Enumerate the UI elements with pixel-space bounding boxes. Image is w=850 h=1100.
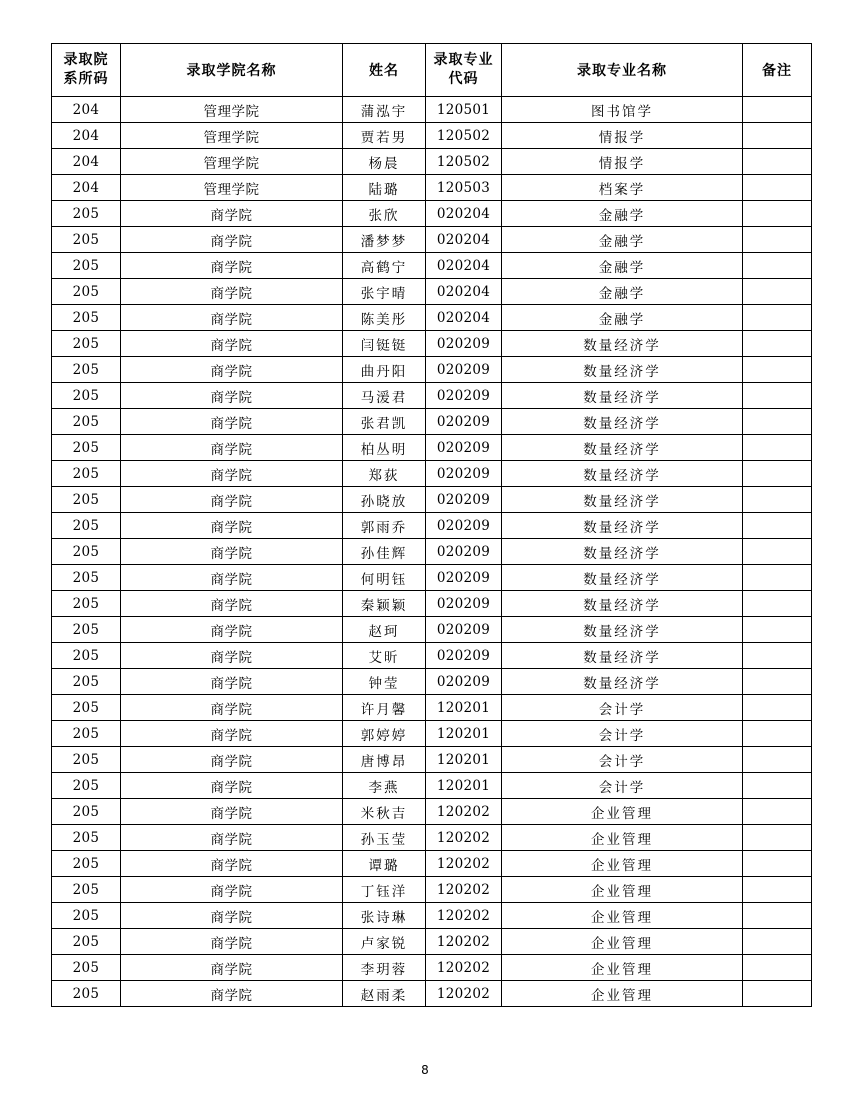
major-code-cell: 020209 <box>426 435 502 461</box>
major-name-cell: 企业管理 <box>502 825 743 851</box>
dept-code-cell: 204 <box>52 123 121 149</box>
dept-name-cell: 商学院 <box>121 617 343 643</box>
major-code-cell: 020209 <box>426 357 502 383</box>
student-name-cell: 郭雨乔 <box>343 513 426 539</box>
table-row <box>52 149 812 175</box>
remarks-cell <box>743 591 812 617</box>
dept-code-cell: 205 <box>52 461 121 487</box>
major-code-cell: 020204 <box>426 253 502 279</box>
header-major-code-line2: 代码 <box>448 71 479 87</box>
dept-name-cell: 商学院 <box>121 435 343 461</box>
major-code-cell: 120201 <box>426 695 502 721</box>
dept-code-cell: 205 <box>52 981 121 1007</box>
dept-code-cell: 205 <box>52 201 121 227</box>
major-name-cell: 金融学 <box>502 227 743 253</box>
dept-name-cell: 商学院 <box>121 981 343 1007</box>
header-dept-name: 录取学院名称 <box>121 44 343 97</box>
dept-name-cell: 商学院 <box>121 409 343 435</box>
dept-code-cell: 205 <box>52 669 121 695</box>
table-row <box>52 513 812 539</box>
dept-code-cell: 205 <box>52 825 121 851</box>
major-code-cell: 120202 <box>426 929 502 955</box>
student-name-cell: 高鹤宁 <box>343 253 426 279</box>
remarks-cell <box>743 955 812 981</box>
dept-name-cell: 商学院 <box>121 357 343 383</box>
student-name-cell: 张宇晴 <box>343 279 426 305</box>
dept-name-cell: 商学院 <box>121 695 343 721</box>
major-code-cell: 120503 <box>426 175 502 201</box>
major-name-cell: 情报学 <box>502 149 743 175</box>
dept-code-cell: 205 <box>52 929 121 955</box>
dept-code-cell: 205 <box>52 799 121 825</box>
dept-name-cell: 商学院 <box>121 253 343 279</box>
major-name-cell: 企业管理 <box>502 903 743 929</box>
major-name-cell: 档案学 <box>502 175 743 201</box>
major-name-cell: 数量经济学 <box>502 487 743 513</box>
major-code-cell: 020204 <box>426 305 502 331</box>
remarks-cell <box>743 253 812 279</box>
student-name-cell: 丁钰洋 <box>343 877 426 903</box>
student-name-cell: 赵雨柔 <box>343 981 426 1007</box>
major-code-cell: 020209 <box>426 539 502 565</box>
student-name-cell: 秦颖颖 <box>343 591 426 617</box>
dept-name-cell: 管理学院 <box>121 175 343 201</box>
dept-name-cell: 商学院 <box>121 955 343 981</box>
major-code-cell: 020209 <box>426 513 502 539</box>
major-code-cell: 020209 <box>426 643 502 669</box>
major-name-cell: 数量经济学 <box>502 513 743 539</box>
dept-code-cell: 205 <box>52 591 121 617</box>
remarks-cell <box>743 643 812 669</box>
student-name-cell: 曲丹阳 <box>343 357 426 383</box>
remarks-cell <box>743 773 812 799</box>
table-row <box>52 253 812 279</box>
page-number: 8 <box>421 1063 429 1077</box>
student-name-cell: 郭婷婷 <box>343 721 426 747</box>
dept-name-cell: 商学院 <box>121 851 343 877</box>
remarks-cell <box>743 513 812 539</box>
major-name-cell: 会计学 <box>502 747 743 773</box>
major-name-cell: 图书馆学 <box>502 97 743 123</box>
dept-name-cell: 商学院 <box>121 331 343 357</box>
student-name-cell: 孙佳辉 <box>343 539 426 565</box>
major-code-cell: 020209 <box>426 331 502 357</box>
dept-name-cell: 商学院 <box>121 487 343 513</box>
student-name-cell: 赵珂 <box>343 617 426 643</box>
major-name-cell: 数量经济学 <box>502 435 743 461</box>
major-name-cell: 企业管理 <box>502 981 743 1007</box>
student-name-cell: 杨晨 <box>343 149 426 175</box>
student-name-cell: 谭璐 <box>343 851 426 877</box>
dept-code-cell: 205 <box>52 383 121 409</box>
dept-name-cell: 商学院 <box>121 461 343 487</box>
dept-code-cell: 205 <box>52 851 121 877</box>
dept-name-cell: 商学院 <box>121 825 343 851</box>
student-name-cell: 艾昕 <box>343 643 426 669</box>
student-name-cell: 米秋吉 <box>343 799 426 825</box>
student-name-cell: 陆璐 <box>343 175 426 201</box>
table-row <box>52 955 812 981</box>
remarks-cell <box>743 695 812 721</box>
dept-name-cell: 商学院 <box>121 669 343 695</box>
student-name-cell: 张欣 <box>343 201 426 227</box>
dept-code-cell: 205 <box>52 955 121 981</box>
student-name-cell: 闫铤铤 <box>343 331 426 357</box>
remarks-cell <box>743 617 812 643</box>
major-name-cell: 数量经济学 <box>502 331 743 357</box>
remarks-cell <box>743 305 812 331</box>
major-code-cell: 120201 <box>426 773 502 799</box>
dept-code-cell: 205 <box>52 487 121 513</box>
major-name-cell: 数量经济学 <box>502 617 743 643</box>
table-row <box>52 695 812 721</box>
remarks-cell <box>743 669 812 695</box>
dept-name-cell: 商学院 <box>121 747 343 773</box>
remarks-cell <box>743 539 812 565</box>
dept-code-cell: 205 <box>52 305 121 331</box>
remarks-cell <box>743 227 812 253</box>
dept-name-cell: 管理学院 <box>121 123 343 149</box>
dept-code-cell: 205 <box>52 513 121 539</box>
major-code-cell: 020209 <box>426 591 502 617</box>
table-row <box>52 279 812 305</box>
dept-name-cell: 商学院 <box>121 279 343 305</box>
major-name-cell: 数量经济学 <box>502 643 743 669</box>
dept-name-cell: 商学院 <box>121 643 343 669</box>
student-name-cell: 卢家锐 <box>343 929 426 955</box>
dept-name-cell: 商学院 <box>121 305 343 331</box>
table-row <box>52 409 812 435</box>
dept-code-cell: 205 <box>52 279 121 305</box>
remarks-cell <box>743 799 812 825</box>
major-code-cell: 020204 <box>426 279 502 305</box>
dept-name-cell: 商学院 <box>121 227 343 253</box>
major-name-cell: 企业管理 <box>502 955 743 981</box>
admission-table <box>51 43 812 1007</box>
table-row <box>52 643 812 669</box>
student-name-cell: 何明钰 <box>343 565 426 591</box>
table-row <box>52 435 812 461</box>
table-row <box>52 721 812 747</box>
dept-name-cell: 商学院 <box>121 539 343 565</box>
dept-name-cell: 商学院 <box>121 721 343 747</box>
dept-code-cell: 205 <box>52 695 121 721</box>
major-name-cell: 数量经济学 <box>502 357 743 383</box>
table-row <box>52 773 812 799</box>
remarks-cell <box>743 565 812 591</box>
major-name-cell: 会计学 <box>502 695 743 721</box>
table-row <box>52 981 812 1007</box>
table-row <box>52 877 812 903</box>
student-name-cell: 钟莹 <box>343 669 426 695</box>
student-name-cell: 郑荻 <box>343 461 426 487</box>
student-name-cell: 马湲君 <box>343 383 426 409</box>
major-code-cell: 120202 <box>426 903 502 929</box>
dept-code-cell: 205 <box>52 409 121 435</box>
major-name-cell: 金融学 <box>502 279 743 305</box>
dept-name-cell: 商学院 <box>121 929 343 955</box>
dept-code-cell: 205 <box>52 565 121 591</box>
major-code-cell: 120502 <box>426 149 502 175</box>
major-name-cell: 数量经济学 <box>502 669 743 695</box>
major-code-cell: 120202 <box>426 851 502 877</box>
dept-code-cell: 204 <box>52 175 121 201</box>
header-dept-code <box>52 44 121 97</box>
dept-code-cell: 205 <box>52 643 121 669</box>
dept-name-cell: 商学院 <box>121 799 343 825</box>
major-name-cell: 企业管理 <box>502 851 743 877</box>
student-name-cell: 张君凯 <box>343 409 426 435</box>
student-name-cell: 张诗琳 <box>343 903 426 929</box>
major-code-cell: 020209 <box>426 669 502 695</box>
major-name-cell: 数量经济学 <box>502 565 743 591</box>
table-row <box>52 175 812 201</box>
remarks-cell <box>743 877 812 903</box>
dept-name-cell: 商学院 <box>121 903 343 929</box>
major-name-cell: 会计学 <box>502 773 743 799</box>
major-code-cell: 120201 <box>426 747 502 773</box>
major-name-cell: 数量经济学 <box>502 461 743 487</box>
dept-name-cell: 商学院 <box>121 201 343 227</box>
table-body <box>52 97 812 1007</box>
dept-code-cell: 205 <box>52 721 121 747</box>
table-row <box>52 383 812 409</box>
dept-name-cell: 管理学院 <box>121 149 343 175</box>
table-row <box>52 201 812 227</box>
dept-code-cell: 205 <box>52 435 121 461</box>
table-row <box>52 851 812 877</box>
major-name-cell: 数量经济学 <box>502 383 743 409</box>
major-name-cell: 企业管理 <box>502 799 743 825</box>
remarks-cell <box>743 721 812 747</box>
header-major-code <box>426 44 502 97</box>
dept-name-cell: 管理学院 <box>121 97 343 123</box>
dept-name-cell: 商学院 <box>121 513 343 539</box>
major-code-cell: 020209 <box>426 383 502 409</box>
major-code-cell: 120501 <box>426 97 502 123</box>
dept-name-cell: 商学院 <box>121 383 343 409</box>
dept-code-cell: 205 <box>52 773 121 799</box>
table-row <box>52 487 812 513</box>
table-row <box>52 461 812 487</box>
major-name-cell: 企业管理 <box>502 929 743 955</box>
table-row <box>52 123 812 149</box>
table-row <box>52 617 812 643</box>
header-major-name: 录取专业名称 <box>502 44 743 97</box>
table-row <box>52 591 812 617</box>
student-name-cell: 潘梦梦 <box>343 227 426 253</box>
major-code-cell: 020209 <box>426 461 502 487</box>
table-row <box>52 799 812 825</box>
table-row <box>52 305 812 331</box>
major-code-cell: 020209 <box>426 565 502 591</box>
major-name-cell: 情报学 <box>502 123 743 149</box>
dept-code-cell: 204 <box>52 97 121 123</box>
dept-name-cell: 商学院 <box>121 591 343 617</box>
dept-code-cell: 205 <box>52 253 121 279</box>
header-dept-code-line2: 系所码 <box>63 71 109 87</box>
table-row <box>52 97 812 123</box>
student-name-cell: 李燕 <box>343 773 426 799</box>
remarks-cell <box>743 435 812 461</box>
major-code-cell: 020204 <box>426 201 502 227</box>
dept-code-cell: 205 <box>52 747 121 773</box>
table-row <box>52 331 812 357</box>
major-name-cell: 数量经济学 <box>502 539 743 565</box>
major-code-cell: 120202 <box>426 955 502 981</box>
table-row <box>52 903 812 929</box>
table-row <box>52 539 812 565</box>
dept-code-cell: 205 <box>52 877 121 903</box>
dept-code-cell: 205 <box>52 227 121 253</box>
remarks-cell <box>743 331 812 357</box>
major-name-cell: 数量经济学 <box>502 409 743 435</box>
remarks-cell <box>743 487 812 513</box>
header-remarks: 备注 <box>743 44 812 97</box>
major-name-cell: 金融学 <box>502 305 743 331</box>
student-name-cell: 孙晓放 <box>343 487 426 513</box>
table-row <box>52 747 812 773</box>
major-code-cell: 120202 <box>426 981 502 1007</box>
table-row <box>52 929 812 955</box>
remarks-cell <box>743 825 812 851</box>
major-name-cell: 数量经济学 <box>502 591 743 617</box>
student-name-cell: 柏丛明 <box>343 435 426 461</box>
header-dept-code-line1: 录取院 <box>63 52 109 68</box>
student-name-cell: 李玥蓉 <box>343 955 426 981</box>
table-header <box>52 44 812 97</box>
major-code-cell: 020209 <box>426 409 502 435</box>
remarks-cell <box>743 357 812 383</box>
major-code-cell: 120201 <box>426 721 502 747</box>
remarks-cell <box>743 981 812 1007</box>
remarks-cell <box>743 929 812 955</box>
dept-code-cell: 205 <box>52 617 121 643</box>
dept-code-cell: 205 <box>52 903 121 929</box>
header-major-code-line1: 录取专业 <box>433 52 494 68</box>
student-name-cell: 贾若男 <box>343 123 426 149</box>
major-code-cell: 120202 <box>426 799 502 825</box>
remarks-cell <box>743 175 812 201</box>
table-row <box>52 825 812 851</box>
dept-code-cell: 205 <box>52 331 121 357</box>
remarks-cell <box>743 851 812 877</box>
table-row <box>52 565 812 591</box>
major-code-cell: 120202 <box>426 877 502 903</box>
header-student-name: 姓名 <box>343 44 426 97</box>
major-name-cell: 金融学 <box>502 253 743 279</box>
remarks-cell <box>743 903 812 929</box>
table-row <box>52 669 812 695</box>
dept-name-cell: 商学院 <box>121 877 343 903</box>
table-row <box>52 357 812 383</box>
remarks-cell <box>743 97 812 123</box>
remarks-cell <box>743 149 812 175</box>
dept-code-cell: 205 <box>52 357 121 383</box>
major-code-cell: 120202 <box>426 825 502 851</box>
remarks-cell <box>743 747 812 773</box>
dept-name-cell: 商学院 <box>121 773 343 799</box>
table-row <box>52 227 812 253</box>
remarks-cell <box>743 279 812 305</box>
remarks-cell <box>743 123 812 149</box>
major-code-cell: 120502 <box>426 123 502 149</box>
remarks-cell <box>743 409 812 435</box>
student-name-cell: 蒲泓宇 <box>343 97 426 123</box>
remarks-cell <box>743 383 812 409</box>
dept-name-cell: 商学院 <box>121 565 343 591</box>
major-name-cell: 会计学 <box>502 721 743 747</box>
remarks-cell <box>743 461 812 487</box>
student-name-cell: 唐博昂 <box>343 747 426 773</box>
student-name-cell: 孙玉莹 <box>343 825 426 851</box>
remarks-cell <box>743 201 812 227</box>
major-name-cell: 金融学 <box>502 201 743 227</box>
student-name-cell: 许月馨 <box>343 695 426 721</box>
major-code-cell: 020209 <box>426 617 502 643</box>
dept-code-cell: 205 <box>52 539 121 565</box>
major-code-cell: 020209 <box>426 487 502 513</box>
major-code-cell: 020204 <box>426 227 502 253</box>
header-row <box>52 44 812 97</box>
student-name-cell: 陈美彤 <box>343 305 426 331</box>
dept-code-cell: 204 <box>52 149 121 175</box>
major-name-cell: 企业管理 <box>502 877 743 903</box>
